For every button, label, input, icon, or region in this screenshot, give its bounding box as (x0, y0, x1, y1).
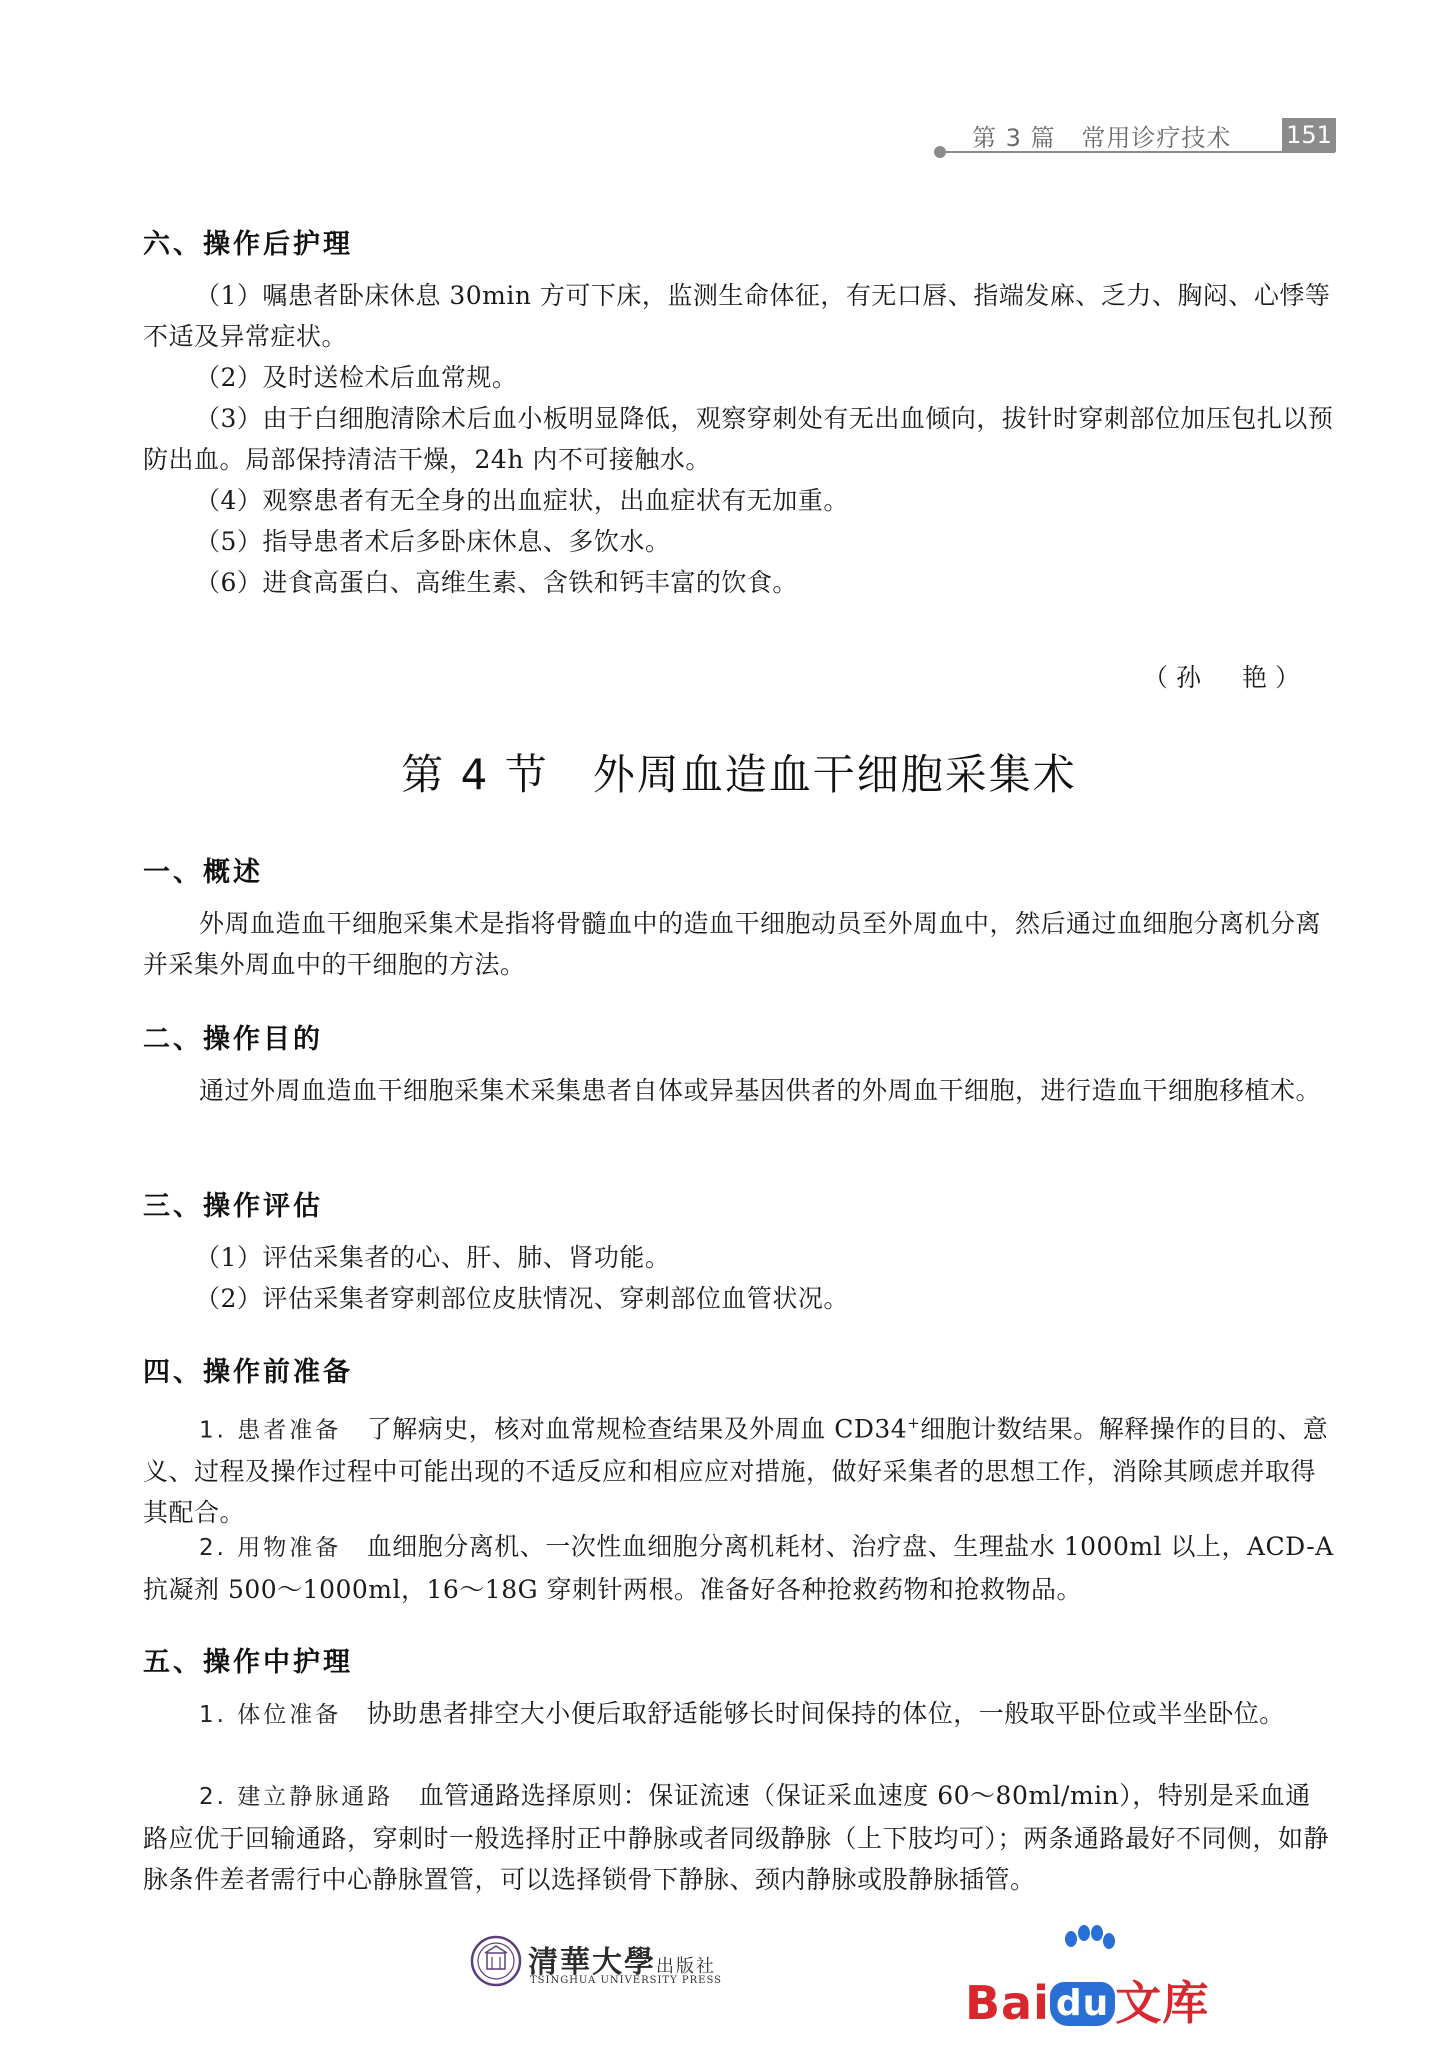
header-part-title (972, 118, 1231, 153)
preparation-supplies-text: 血细胞分离机、一次性血细胞分离机耗材、治疗盘、生理盐水 1000ml 以上，ACD-A 抗凝剂 500～1000ml，16～18G 穿刺针两根。准备好各种抢救药物和抢救物品。 (143, 1532, 1334, 1604)
baidu-wenku-watermark (965, 1925, 1215, 2035)
heading-post-op-care: 六、操作后护理 (143, 229, 353, 260)
running-header (0, 0, 1456, 170)
baidu-wenku-text (965, 1967, 1209, 2033)
nursing-venous-access-text: 血管通路选择原则：保证流速（保证采血速度 60～80ml/min），特别是采血通路应优于回输通路，穿刺时一般选择肘正中静脉或者同级静脉（上下肢均可）；两条通路最好不同侧，如静脉条件差者需行中心静脉置管，可以选择锁骨下静脉、颈内静脉或股静脉插管。 (143, 1781, 1330, 1894)
preparation-patient-label: 1. 患者准备 (199, 1417, 342, 1444)
assessment-item-1: （1）评估采集者的心、肝、肺、肾功能。 (195, 1243, 671, 1272)
preparation-patient (143, 1403, 1335, 1533)
heading-purpose: 二、操作目的 (143, 1024, 323, 1055)
assessment-item-2: （2）评估采集者穿刺部位皮肤情况、穿刺部位血管状况。 (195, 1284, 849, 1313)
tsinghua-seal-icon (470, 1935, 522, 1987)
heading-preparation: 四、操作前准备 (143, 1357, 353, 1388)
post-op-item-3: （3）由于白细胞清除术后血小板明显降低，观察穿刺处有无出血倾向，拔针时穿刺部位加压包扎以预防出血。局部保持清洁干燥，24h 内不可接触水。 (143, 404, 1334, 474)
overview-text: 外周血造血干细胞采集术是指将骨髓血中的造血干细胞动员至外周血中，然后通过血细胞分离机分离并采集外周血中的干细胞的方法。 (143, 909, 1322, 979)
section-title: 第 4 节 外周血造血干细胞采集术 (401, 750, 1077, 799)
baidu-bai: Bai (965, 1976, 1050, 2030)
publisher-name-suffix: 出版社 (656, 1956, 716, 1977)
post-op-item-5: （5）指导患者术后多卧床休息、多饮水。 (195, 527, 671, 556)
heading-assessment: 三、操作评估 (143, 1191, 323, 1222)
purpose-text: 通过外周血造血干细胞采集术采集患者自体或异基因供者的外周血干细胞，进行造血干细胞移植术。 (199, 1076, 1322, 1105)
header-part: 第 3 篇 (972, 124, 1056, 152)
baidu-wenku: 文库 (1115, 1976, 1210, 2030)
post-op-item-1: （1）嘱患者卧床休息 30min 方可下床，监测生命体征，有无口唇、指端发麻、乏力、胸闷、心悸等不适及异常症状。 (143, 281, 1331, 351)
nursing-position-label: 1. 体位准备 (199, 1702, 342, 1728)
preparation-supplies-label: 2. 用物准备 (199, 1535, 342, 1561)
preparation-patient-text-a: 了解病史，核对血常规检查结果及外周血 CD34 (366, 1414, 908, 1444)
nursing-position (143, 1693, 1335, 1736)
heading-intra-op-care: 五、操作中护理 (143, 1647, 353, 1678)
author: （孙 艳） (1143, 663, 1309, 692)
baidu-du: du (1050, 1982, 1115, 2026)
nursing-position-text: 协助患者排空大小便后取舒适能够长时间保持的体位，一般取平卧位或半坐卧位。 (366, 1699, 1285, 1728)
preparation-supplies (143, 1526, 1335, 1610)
cd34-superscript: + (907, 1414, 921, 1432)
header-title: 常用诊疗技术 (1081, 124, 1232, 152)
page-number: 151 (1282, 118, 1336, 152)
heading-overview: 一、概述 (143, 857, 263, 888)
preparation-patient-text-b: 细胞计数结果。解释操作的目的、意义、过程及操作过程中可能出现的不适反应和相应应对措施，做好采集者的思想工作，消除其顾虑并取得其配合。 (143, 1414, 1329, 1528)
publisher-name-english: TSINGHUA UNIVERSITY PRESS (530, 1975, 722, 1986)
nursing-venous-access (143, 1775, 1335, 1900)
post-op-item-2: （2）及时送检术后血常规。 (195, 363, 518, 392)
publisher-name-main: 清華大學 (528, 1945, 656, 1980)
post-op-item-6: （6）进食高蛋白、高维生素、含铁和钙丰富的饮食。 (195, 568, 798, 597)
nursing-venous-access-label: 2. 建立静脉通路 (199, 1784, 394, 1810)
post-op-item-4: （4）观察患者有无全身的出血症状，出血症状有无加重。 (195, 486, 849, 515)
